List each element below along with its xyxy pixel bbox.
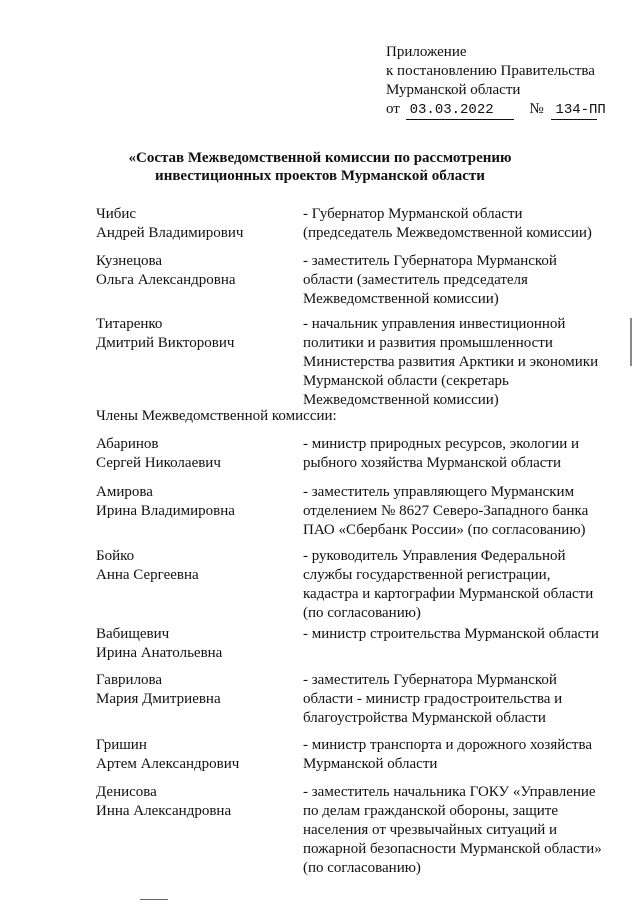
role-line: (председатель Межведомственной комиссии): [303, 225, 592, 241]
appendix-line-2: к постановлению Правительства: [386, 63, 595, 79]
person-role: [303, 315, 613, 410]
role-line: - заместитель управляющего Мурманским: [303, 484, 575, 500]
role-line: области (заместитель председателя: [303, 272, 528, 288]
person-surname: Денисова: [96, 784, 157, 800]
role-line: рыбного хозяйства Мурманской области: [303, 455, 561, 471]
role-line: - министр транспорта и дорожного хозяйства: [303, 737, 593, 753]
person-role: [303, 671, 613, 728]
person-role: [303, 435, 613, 473]
role-line: - руководитель Управления Федеральной: [303, 548, 566, 564]
person-surname: Кузнецова: [96, 253, 163, 269]
role-line: - заместитель начальника ГОКУ «Управление: [303, 784, 596, 800]
date-prefix: от: [386, 101, 400, 117]
person-given-names: Дмитрий Викторович: [96, 335, 235, 351]
person-name: [96, 205, 296, 243]
appendix-header: [386, 43, 626, 120]
role-line: благоустройства Мурманской области: [303, 710, 546, 726]
person-name: [96, 625, 296, 663]
person-surname: Абаринов: [96, 436, 159, 452]
role-line: (по согласованию): [303, 860, 421, 876]
person-surname: Титаренко: [96, 316, 163, 332]
number-prefix: №: [529, 101, 544, 117]
person-given-names: Андрей Владимирович: [96, 225, 244, 241]
appendix-line-3: Мурманской области: [386, 82, 521, 98]
person-given-names: Мария Дмитриевна: [96, 691, 221, 707]
appendix-line-1: Приложение: [386, 44, 467, 60]
person-given-names: Анна Сергеевна: [96, 567, 199, 583]
person-name: [96, 435, 296, 473]
role-line: - министр природных ресурсов, экологии и: [303, 436, 580, 452]
role-line: населения от чрезвычайных ситуаций и: [303, 822, 558, 838]
person-surname: Бойко: [96, 548, 135, 564]
person-role: [303, 547, 613, 623]
role-line: области - министр градостроительства и: [303, 691, 563, 707]
appendix-date-line: [386, 100, 626, 120]
page-footer-mark: [140, 899, 168, 900]
role-line: - заместитель Губернатора Мурманской: [303, 672, 557, 688]
role-line: Министерства развития Арктики и экономики: [303, 354, 599, 370]
role-line: - Губернатор Мурманской области: [303, 206, 523, 222]
role-line: Мурманской области: [303, 756, 438, 772]
person-name: [96, 483, 296, 521]
role-line: (по согласованию): [303, 605, 421, 621]
person-given-names: Инна Александровна: [96, 803, 232, 819]
document-number: 134-ПП: [551, 102, 597, 120]
person-surname: Амирова: [96, 484, 153, 500]
role-line: Межведомственной комиссии): [303, 291, 499, 307]
person-role: [303, 483, 613, 540]
document-title: [0, 149, 640, 185]
person-name: [96, 252, 296, 290]
person-name: [96, 315, 296, 353]
person-given-names: Сергей Николаевич: [96, 455, 221, 471]
role-line: пожарной безопасности Мурманской области»: [303, 841, 602, 857]
margin-mark: [630, 318, 636, 366]
person-role: [303, 736, 613, 774]
members-heading: Члены Межведомственной комиссии:: [96, 408, 337, 424]
role-line: - начальник управления инвестиционной: [303, 316, 566, 332]
person-name: [96, 736, 296, 774]
document-date: 03.03.2022: [406, 102, 514, 120]
person-given-names: Артем Александрович: [96, 756, 240, 772]
person-name: [96, 547, 296, 585]
person-name: [96, 671, 296, 709]
title-line-2: инвестиционных проектов Мурманской области: [155, 168, 485, 184]
person-surname: Вабищевич: [96, 626, 170, 642]
person-role: [303, 205, 613, 243]
person-role: [303, 625, 613, 644]
role-line: ПАО «Сбербанк России» (по согласованию): [303, 522, 586, 538]
role-line: отделением № 8627 Северо-Западного банка: [303, 503, 589, 519]
person-surname: Гаврилова: [96, 672, 163, 688]
role-line: службы государственной регистрации,: [303, 567, 551, 583]
person-role: [303, 252, 613, 309]
person-surname: Гришин: [96, 737, 147, 753]
person-role: [303, 783, 613, 878]
title-line-1: «Состав Межведомственной комиссии по рассмотрению: [128, 150, 512, 166]
role-line: - министр строительства Мурманской области: [303, 626, 599, 642]
person-name: [96, 783, 296, 821]
role-line: Мурманской области (секретарь: [303, 373, 509, 389]
person-surname: Чибис: [96, 206, 137, 222]
role-line: по делам гражданской обороны, защите: [303, 803, 559, 819]
person-given-names: Ольга Александровна: [96, 272, 236, 288]
person-given-names: Ирина Анатольевна: [96, 645, 223, 661]
person-given-names: Ирина Владимировна: [96, 503, 235, 519]
role-line: Межведомственной комиссии): [303, 392, 499, 408]
role-line: политики и развития промышленности: [303, 335, 553, 351]
role-line: - заместитель Губернатора Мурманской: [303, 253, 557, 269]
role-line: кадастра и картографии Мурманской области: [303, 586, 594, 602]
